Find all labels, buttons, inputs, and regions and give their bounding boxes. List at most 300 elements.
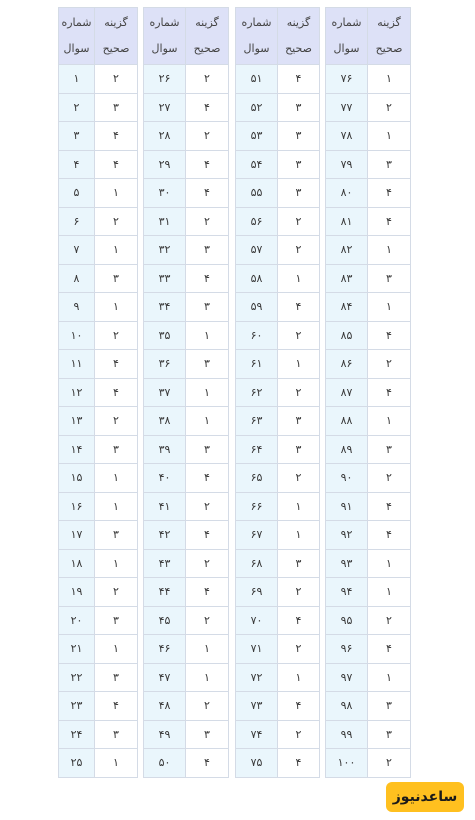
table-row xyxy=(144,549,229,578)
correct-answer-cell: ۴ xyxy=(186,93,229,122)
header-line: گزینه xyxy=(377,16,401,29)
question-number-header xyxy=(144,8,186,65)
table-row xyxy=(236,606,320,635)
question-number-cell: ۹۴ xyxy=(326,578,368,607)
correct-answer-cell: ۳ xyxy=(368,720,411,749)
question-number-cell: ۲۲ xyxy=(59,663,95,692)
table-row xyxy=(326,350,411,379)
correct-answer-cell: ۴ xyxy=(278,749,320,778)
correct-answer-cell: ۱ xyxy=(278,350,320,379)
correct-answer-cell: ۱ xyxy=(186,378,229,407)
correct-answer-cell: ۱ xyxy=(95,236,138,265)
question-number-cell: ۴۹ xyxy=(144,720,186,749)
table-row xyxy=(59,93,138,122)
correct-answer-header xyxy=(278,8,320,65)
question-number-cell: ۷۶ xyxy=(326,65,368,94)
question-number-cell: ۴۰ xyxy=(144,464,186,493)
question-number-cell: ۶۴ xyxy=(236,435,278,464)
question-number-cell: ۳۵ xyxy=(144,321,186,350)
correct-answer-cell: ۴ xyxy=(368,321,411,350)
question-number-cell: ۱۱ xyxy=(59,350,95,379)
correct-answer-cell: ۲ xyxy=(186,492,229,521)
table-row xyxy=(59,720,138,749)
correct-answer-cell: ۴ xyxy=(95,378,138,407)
table-row xyxy=(236,179,320,208)
saednews-logo: ساعدنیوز xyxy=(386,782,464,812)
question-number-cell: ۷۴ xyxy=(236,720,278,749)
correct-answer-cell: ۲ xyxy=(186,692,229,721)
table-row xyxy=(144,635,229,664)
correct-answer-cell: ۴ xyxy=(278,692,320,721)
question-number-cell: ۹۲ xyxy=(326,521,368,550)
table-row xyxy=(59,378,138,407)
question-number-cell: ۸۹ xyxy=(326,435,368,464)
question-number-cell: ۶۷ xyxy=(236,521,278,550)
question-number-cell: ۴۸ xyxy=(144,692,186,721)
table-row xyxy=(59,578,138,607)
table-row xyxy=(144,236,229,265)
question-number-cell: ۵۶ xyxy=(236,207,278,236)
table-row xyxy=(59,549,138,578)
question-number-cell: ۹۸ xyxy=(326,692,368,721)
table-row xyxy=(326,492,411,521)
header-line: گزینه xyxy=(286,16,311,29)
correct-answer-cell: ۴ xyxy=(368,635,411,664)
table-row xyxy=(326,264,411,293)
table-row xyxy=(236,692,320,721)
header-line: سوال xyxy=(151,42,178,55)
question-number-cell: ۳۲ xyxy=(144,236,186,265)
question-number-cell: ۹۳ xyxy=(326,549,368,578)
table-row xyxy=(326,692,411,721)
correct-answer-cell: ۲ xyxy=(186,606,229,635)
table-row xyxy=(144,606,229,635)
question-number-cell: ۱۶ xyxy=(59,492,95,521)
table-row xyxy=(144,378,229,407)
question-number-cell: ۷۷ xyxy=(326,93,368,122)
question-number-cell: ۷۰ xyxy=(236,606,278,635)
table-row xyxy=(326,293,411,322)
table-row xyxy=(326,179,411,208)
correct-answer-cell: ۱ xyxy=(95,464,138,493)
correct-answer-cell: ۳ xyxy=(95,435,138,464)
table-row xyxy=(59,492,138,521)
correct-answer-cell: ۳ xyxy=(95,264,138,293)
question-number-cell: ۴۳ xyxy=(144,549,186,578)
header-line: صحیح xyxy=(285,42,312,55)
correct-answer-cell: ۴ xyxy=(95,150,138,179)
table-row xyxy=(144,578,229,607)
correct-answer-header xyxy=(95,8,138,65)
question-number-cell: ۳۶ xyxy=(144,350,186,379)
correct-answer-header xyxy=(186,8,229,65)
question-number-cell: ۳۴ xyxy=(144,293,186,322)
correct-answer-cell: ۱ xyxy=(95,492,138,521)
question-number-cell: ۲۱ xyxy=(59,635,95,664)
header-line: سوال xyxy=(63,42,90,55)
correct-answer-cell: ۲ xyxy=(95,578,138,607)
correct-answer-cell: ۲ xyxy=(95,407,138,436)
correct-answer-cell: ۲ xyxy=(278,236,320,265)
question-number-cell: ۸۷ xyxy=(326,378,368,407)
table-row xyxy=(59,321,138,350)
correct-answer-cell: ۱ xyxy=(368,549,411,578)
correct-answer-cell: ۳ xyxy=(186,435,229,464)
table-row xyxy=(236,464,320,493)
table-row xyxy=(144,663,229,692)
question-number-cell: ۷۹ xyxy=(326,150,368,179)
header-line: شماره xyxy=(331,16,362,29)
answer-key xyxy=(58,7,410,777)
table-row xyxy=(59,65,138,94)
table-row xyxy=(59,350,138,379)
table-row xyxy=(59,207,138,236)
correct-answer-cell: ۴ xyxy=(368,179,411,208)
table-row xyxy=(144,179,229,208)
header-line: سوال xyxy=(333,42,360,55)
table-row xyxy=(144,492,229,521)
correct-answer-cell: ۴ xyxy=(186,578,229,607)
question-number-cell: ۴۱ xyxy=(144,492,186,521)
table-row xyxy=(144,93,229,122)
correct-answer-cell: ۳ xyxy=(278,150,320,179)
table-row xyxy=(236,321,320,350)
question-number-cell: ۱۹ xyxy=(59,578,95,607)
question-number-cell: ۲۴ xyxy=(59,720,95,749)
correct-answer-cell: ۱ xyxy=(368,236,411,265)
correct-answer-cell: ۱ xyxy=(278,264,320,293)
table-row xyxy=(144,65,229,94)
correct-answer-cell: ۲ xyxy=(278,578,320,607)
table-row xyxy=(326,521,411,550)
table-row xyxy=(236,549,320,578)
header-line: گزینه xyxy=(195,16,219,29)
table-row xyxy=(59,293,138,322)
table-row xyxy=(326,122,411,151)
correct-answer-cell: ۲ xyxy=(368,749,411,778)
correct-answer-cell: ۳ xyxy=(278,435,320,464)
question-number-cell: ۴۶ xyxy=(144,635,186,664)
table-row xyxy=(144,264,229,293)
question-number-cell: ۸۶ xyxy=(326,350,368,379)
question-number-cell: ۸۰ xyxy=(326,179,368,208)
question-number-cell: ۶۸ xyxy=(236,549,278,578)
question-number-cell: ۲۷ xyxy=(144,93,186,122)
question-number-cell: ۴۲ xyxy=(144,521,186,550)
correct-answer-cell: ۳ xyxy=(278,549,320,578)
table-row xyxy=(236,578,320,607)
correct-answer-cell: ۲ xyxy=(95,65,138,94)
answer-table-26-50 xyxy=(143,7,229,778)
question-number-cell: ۹۶ xyxy=(326,635,368,664)
answer-table-76-100 xyxy=(325,7,411,778)
question-number-cell: ۱ xyxy=(59,65,95,94)
table-row xyxy=(236,350,320,379)
question-number-cell: ۸ xyxy=(59,264,95,293)
question-number-cell: ۷۸ xyxy=(326,122,368,151)
table-row xyxy=(59,435,138,464)
question-number-cell: ۹۱ xyxy=(326,492,368,521)
question-number-cell: ۶۱ xyxy=(236,350,278,379)
question-number-cell: ۱۷ xyxy=(59,521,95,550)
question-number-cell: ۲۸ xyxy=(144,122,186,151)
question-number-cell: ۸۴ xyxy=(326,293,368,322)
correct-answer-cell: ۴ xyxy=(368,378,411,407)
question-number-cell: ۹۰ xyxy=(326,464,368,493)
correct-answer-cell: ۳ xyxy=(186,350,229,379)
table-row xyxy=(59,179,138,208)
table-row xyxy=(144,749,229,778)
question-number-cell: ۶۶ xyxy=(236,492,278,521)
question-number-cell: ۹۵ xyxy=(326,606,368,635)
table-row xyxy=(59,663,138,692)
question-number-cell: ۵۹ xyxy=(236,293,278,322)
correct-answer-cell: ۳ xyxy=(278,122,320,151)
table-row xyxy=(144,122,229,151)
question-number-cell: ۱۵ xyxy=(59,464,95,493)
question-number-cell: ۶ xyxy=(59,207,95,236)
question-number-cell: ۵۸ xyxy=(236,264,278,293)
table-row xyxy=(326,549,411,578)
question-number-cell: ۷۵ xyxy=(236,749,278,778)
question-number-cell: ۷۳ xyxy=(236,692,278,721)
header-line: گزینه xyxy=(104,16,128,29)
question-number-cell: ۸۲ xyxy=(326,236,368,265)
correct-answer-cell: ۴ xyxy=(186,150,229,179)
table-row xyxy=(326,635,411,664)
table-row xyxy=(144,207,229,236)
question-number-cell: ۱۸ xyxy=(59,549,95,578)
question-number-cell: ۵۴ xyxy=(236,150,278,179)
question-number-cell: ۲۳ xyxy=(59,692,95,721)
correct-answer-cell: ۲ xyxy=(278,378,320,407)
question-number-cell: ۲ xyxy=(59,93,95,122)
table-row xyxy=(144,720,229,749)
header-line: صحیح xyxy=(375,42,403,55)
question-number-cell: ۶۹ xyxy=(236,578,278,607)
correct-answer-cell: ۴ xyxy=(95,122,138,151)
header-line: شماره xyxy=(61,16,92,29)
correct-answer-cell: ۱ xyxy=(186,321,229,350)
table-row xyxy=(236,122,320,151)
correct-answer-header xyxy=(368,8,411,65)
correct-answer-cell: ۴ xyxy=(186,464,229,493)
table-row xyxy=(326,606,411,635)
table-row xyxy=(326,749,411,778)
question-number-cell: ۱۰ xyxy=(59,321,95,350)
correct-answer-cell: ۲ xyxy=(278,207,320,236)
correct-answer-cell: ۲ xyxy=(186,65,229,94)
header-line: شماره xyxy=(149,16,180,29)
correct-answer-cell: ۲ xyxy=(95,321,138,350)
correct-answer-cell: ۴ xyxy=(278,65,320,94)
table-row xyxy=(236,435,320,464)
question-number-cell: ۵۵ xyxy=(236,179,278,208)
question-number-cell: ۶۵ xyxy=(236,464,278,493)
table-row xyxy=(144,692,229,721)
table-row xyxy=(144,321,229,350)
correct-answer-cell: ۴ xyxy=(95,350,138,379)
question-number-cell: ۳۸ xyxy=(144,407,186,436)
correct-answer-cell: ۱ xyxy=(278,521,320,550)
correct-answer-cell: ۱ xyxy=(95,749,138,778)
question-number-cell: ۳۹ xyxy=(144,435,186,464)
question-number-cell: ۳ xyxy=(59,122,95,151)
question-number-cell: ۶۳ xyxy=(236,407,278,436)
correct-answer-cell: ۳ xyxy=(368,264,411,293)
table-row xyxy=(59,407,138,436)
question-number-cell: ۴ xyxy=(59,150,95,179)
correct-answer-cell: ۲ xyxy=(186,207,229,236)
table-row xyxy=(326,65,411,94)
question-number-header xyxy=(326,8,368,65)
table-row xyxy=(236,720,320,749)
table-row xyxy=(326,720,411,749)
answer-table-51-75 xyxy=(235,7,320,778)
question-number-cell: ۳۰ xyxy=(144,179,186,208)
correct-answer-cell: ۲ xyxy=(368,606,411,635)
correct-answer-cell: ۲ xyxy=(368,464,411,493)
correct-answer-cell: ۲ xyxy=(278,464,320,493)
table-row xyxy=(236,65,320,94)
correct-answer-cell: ۲ xyxy=(368,350,411,379)
table-row xyxy=(236,635,320,664)
question-number-cell: ۳۳ xyxy=(144,264,186,293)
table-row xyxy=(236,378,320,407)
correct-answer-cell: ۴ xyxy=(186,521,229,550)
correct-answer-cell: ۲ xyxy=(278,635,320,664)
table-row xyxy=(236,236,320,265)
table-row xyxy=(326,407,411,436)
table-row xyxy=(59,749,138,778)
question-number-cell: ۹۹ xyxy=(326,720,368,749)
table-row xyxy=(326,464,411,493)
question-number-cell: ۵۷ xyxy=(236,236,278,265)
correct-answer-cell: ۱ xyxy=(368,663,411,692)
correct-answer-cell: ۲ xyxy=(278,720,320,749)
question-number-cell: ۱۰۰ xyxy=(326,749,368,778)
correct-answer-cell: ۳ xyxy=(186,720,229,749)
question-number-cell: ۵۳ xyxy=(236,122,278,151)
question-number-cell: ۵۱ xyxy=(236,65,278,94)
correct-answer-cell: ۲ xyxy=(278,321,320,350)
question-number-cell: ۵ xyxy=(59,179,95,208)
table-row xyxy=(236,293,320,322)
table-row xyxy=(59,150,138,179)
table-row xyxy=(144,435,229,464)
correct-answer-cell: ۱ xyxy=(95,179,138,208)
correct-answer-cell: ۲ xyxy=(186,122,229,151)
question-number-cell: ۴۷ xyxy=(144,663,186,692)
table-row xyxy=(326,435,411,464)
question-number-cell: ۸۵ xyxy=(326,321,368,350)
correct-answer-cell: ۳ xyxy=(278,407,320,436)
table-row xyxy=(59,606,138,635)
question-number-cell: ۶۰ xyxy=(236,321,278,350)
correct-answer-cell: ۴ xyxy=(368,207,411,236)
table-row xyxy=(59,521,138,550)
correct-answer-cell: ۲ xyxy=(186,549,229,578)
table-row xyxy=(59,464,138,493)
header-row xyxy=(59,8,138,65)
table-row xyxy=(59,264,138,293)
table-row xyxy=(236,150,320,179)
question-number-cell: ۵۲ xyxy=(236,93,278,122)
table-row xyxy=(326,663,411,692)
table-row xyxy=(144,350,229,379)
question-number-cell: ۲۹ xyxy=(144,150,186,179)
question-number-cell: ۹۷ xyxy=(326,663,368,692)
header-line: صحیح xyxy=(193,42,221,55)
table-row xyxy=(326,150,411,179)
header-row xyxy=(326,8,411,65)
question-number-cell: ۴۵ xyxy=(144,606,186,635)
correct-answer-cell: ۳ xyxy=(368,692,411,721)
question-number-cell: ۸۱ xyxy=(326,207,368,236)
question-number-cell: ۶۲ xyxy=(236,378,278,407)
correct-answer-cell: ۳ xyxy=(186,236,229,265)
correct-answer-cell: ۴ xyxy=(95,692,138,721)
correct-answer-cell: ۱ xyxy=(368,578,411,607)
question-number-cell: ۸۳ xyxy=(326,264,368,293)
question-number-cell: ۱۲ xyxy=(59,378,95,407)
correct-answer-cell: ۴ xyxy=(186,179,229,208)
correct-answer-cell: ۳ xyxy=(368,435,411,464)
table-row xyxy=(144,521,229,550)
question-number-cell: ۲۶ xyxy=(144,65,186,94)
correct-answer-cell: ۳ xyxy=(368,150,411,179)
table-row xyxy=(144,293,229,322)
correct-answer-cell: ۳ xyxy=(278,93,320,122)
header-line: صحیح xyxy=(102,42,130,55)
table-row xyxy=(144,150,229,179)
question-number-cell: ۱۴ xyxy=(59,435,95,464)
table-row xyxy=(236,93,320,122)
table-row xyxy=(326,578,411,607)
correct-answer-cell: ۳ xyxy=(186,293,229,322)
correct-answer-cell: ۱ xyxy=(95,293,138,322)
correct-answer-cell: ۴ xyxy=(278,606,320,635)
correct-answer-cell: ۱ xyxy=(368,407,411,436)
answer-table-1-25 xyxy=(58,7,138,778)
correct-answer-cell: ۱ xyxy=(186,407,229,436)
correct-answer-cell: ۴ xyxy=(186,264,229,293)
question-number-header xyxy=(236,8,278,65)
table-row xyxy=(59,236,138,265)
table-row xyxy=(326,236,411,265)
correct-answer-cell: ۲ xyxy=(368,93,411,122)
question-number-cell: ۹ xyxy=(59,293,95,322)
correct-answer-cell: ۴ xyxy=(186,749,229,778)
table-row xyxy=(236,207,320,236)
question-number-cell: ۴۴ xyxy=(144,578,186,607)
correct-answer-cell: ۱ xyxy=(368,293,411,322)
table-row xyxy=(236,407,320,436)
question-number-cell: ۳۱ xyxy=(144,207,186,236)
table-row xyxy=(236,749,320,778)
question-number-cell: ۱۳ xyxy=(59,407,95,436)
table-row xyxy=(59,122,138,151)
table-row xyxy=(236,264,320,293)
correct-answer-cell: ۴ xyxy=(368,492,411,521)
question-number-cell: ۷۲ xyxy=(236,663,278,692)
correct-answer-cell: ۱ xyxy=(368,122,411,151)
correct-answer-cell: ۳ xyxy=(95,93,138,122)
header-row xyxy=(144,8,229,65)
correct-answer-cell: ۳ xyxy=(95,720,138,749)
question-number-cell: ۷۱ xyxy=(236,635,278,664)
table-row xyxy=(326,207,411,236)
